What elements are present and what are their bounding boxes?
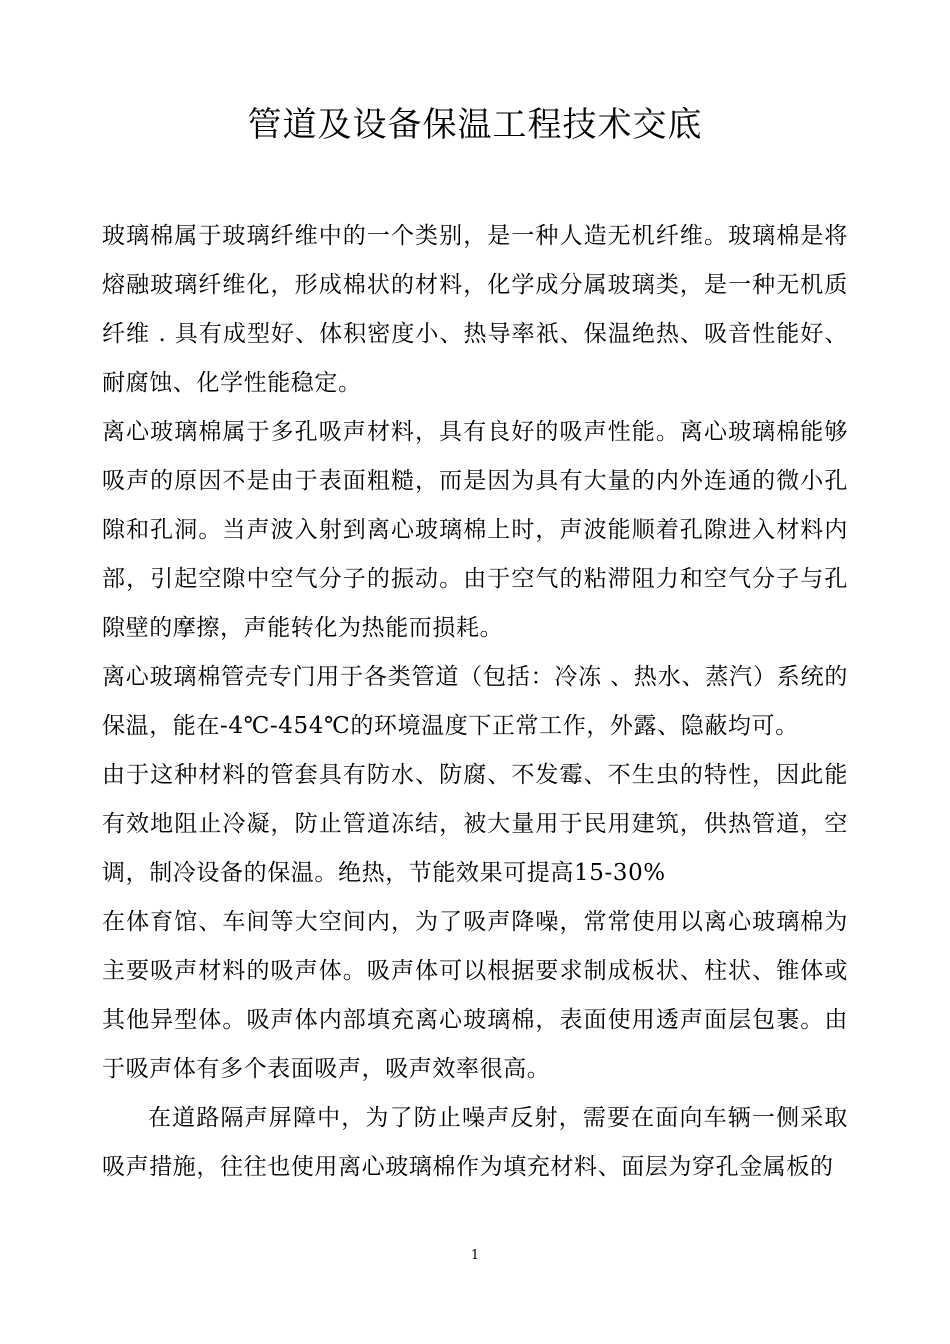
paragraph-glass-wool-intro: 玻璃棉属于玻璃纤维中的一个类别，是一种人造无机纤维。玻璃棉是将熔融玻璃纤维化，形成棉状的材料，化学成分属玻璃类，是一种无机质纤维 . 具有成型好、体积密度小、热导率祇、保温绝热、吸音性能好、耐腐蚀、化学性能稳定。 — [102, 223, 848, 396]
document-title: 管道及设备保温工程技术交底 — [247, 105, 703, 145]
paragraph-sound-absorption: 离心玻璃棉属于多孔吸声材料，具有良好的吸声性能。离心玻璃棉能够吸声的原因不是由于表面粗糙，而是因为具有大量的内外连通的微小孔隙和孔洞。当声波入射到离心玻璃棉上时，声波能顺着孔隙进入材料内部，引起空隙中空气分子的振动。由于空气的粘滞阻力和空气分子与孔隙壁的摩擦，声能转化为热能而损耗。 — [102, 419, 848, 641]
paragraph-sound-absorber: 在体育馆、车间等大空间内，为了吸声降噪，常常使用以离心玻璃棉为主要吸声材料的吸声体。吸声体可以根据要求制成板状、柱状、锥体或其他异型体。吸声体内部填充离心玻璃棉，表面使用透声面层包裹。由于吸声体有多个表面吸声，吸声效率很高。 — [102, 909, 848, 1082]
paragraph-pipe-sleeve: 由于这种材料的管套具有防水、防腐、不发霉、不生虫的特性，因此能有效地阻止冷凝，防止管道冻结，被大量用于民用建筑，供热管道，空调，制冷设备的保温。绝热，节能效果可提高15-30% — [102, 762, 848, 886]
paragraph-pipe-shell: 离心玻璃棉管壳专门用于各类管道（包括：冷冻 、热水、蒸汽）系统的保温，能在-4℃-454℃的环境温度下正常工作，外露、隐蔽均可。 — [102, 664, 848, 739]
paragraph-noise-barrier: 在道路隔声屏障中，为了防止噪声反射，需要在面向车辆一侧采取吸声措施，往往也使用离心玻璃棉作为填充材料、面层为穿孔金属板的 — [102, 1105, 848, 1180]
page-number: 1 — [470, 1248, 480, 1263]
document-body — [102, 212, 848, 1192]
